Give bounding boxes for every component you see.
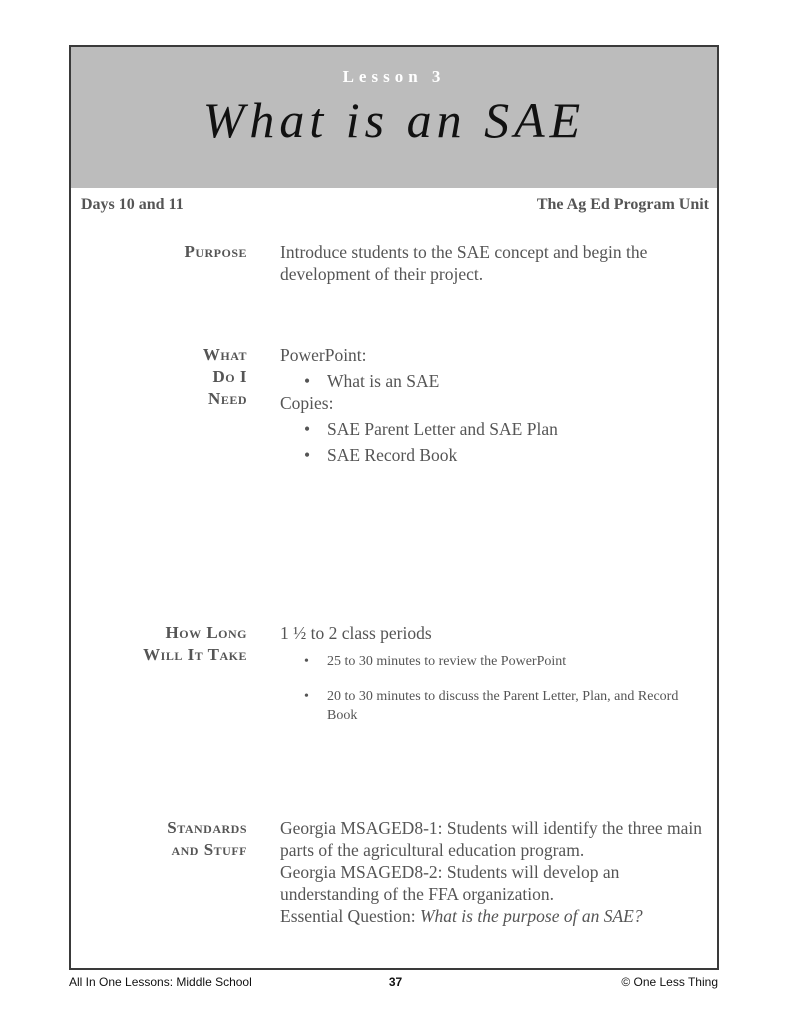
how-long-label: How Long Will It Take [143,623,247,664]
list-item: • SAE Record Book [280,444,710,466]
how-long-list [280,652,710,725]
purpose-text: Introduce students to the SAE concept and begin the development of their project. [280,242,648,284]
purpose-label: Purpose [184,242,247,261]
list-item: • 20 to 30 minutes to discuss the Parent Letter, Plan, and Record Book [280,687,710,725]
essential-question-label: Essential Question: [280,906,416,926]
unit-name: The Ag Ed Program Unit [536,196,709,213]
powerpoint-heading: PowerPoint: [280,345,367,365]
need-label: What Do I Need [202,345,247,408]
standards-content [280,817,710,927]
standard-2: Georgia MSAGED8-2: Students will develop an understanding of the FFA organization. [280,862,620,904]
lesson-title: What is an SAE [202,92,586,148]
essential-question [280,905,710,927]
list-item: • What is an SAE [280,370,710,392]
essential-question-text: What is the purpose of an SAE? [419,906,643,926]
need-content [280,344,710,466]
lesson-frame [69,45,719,970]
how-long-content [280,622,710,725]
page-number: 37 [388,975,403,989]
how-long-summary: 1 ½ to 2 class periods [280,623,432,643]
footer-copyright: © One Less Thing [621,975,718,989]
purpose-content [280,241,710,285]
lesson-days: Days 10 and 11 [81,196,184,213]
lesson-number: Lesson 3 [342,67,446,86]
copies-heading: Copies: [280,393,334,413]
standards-label: Standards and Stuff [167,818,247,859]
list-item: • SAE Parent Letter and SAE Plan [280,418,710,440]
footer-book-title: All In One Lessons: Middle School [69,975,252,989]
copies-list [280,418,710,466]
lesson-banner [71,47,717,188]
powerpoint-list [280,370,710,392]
list-item: • 25 to 30 minutes to review the PowerPoint [280,652,710,671]
standard-1: Georgia MSAGED8-1: Students will identify the three main parts of the agricultural education program. [280,818,703,860]
